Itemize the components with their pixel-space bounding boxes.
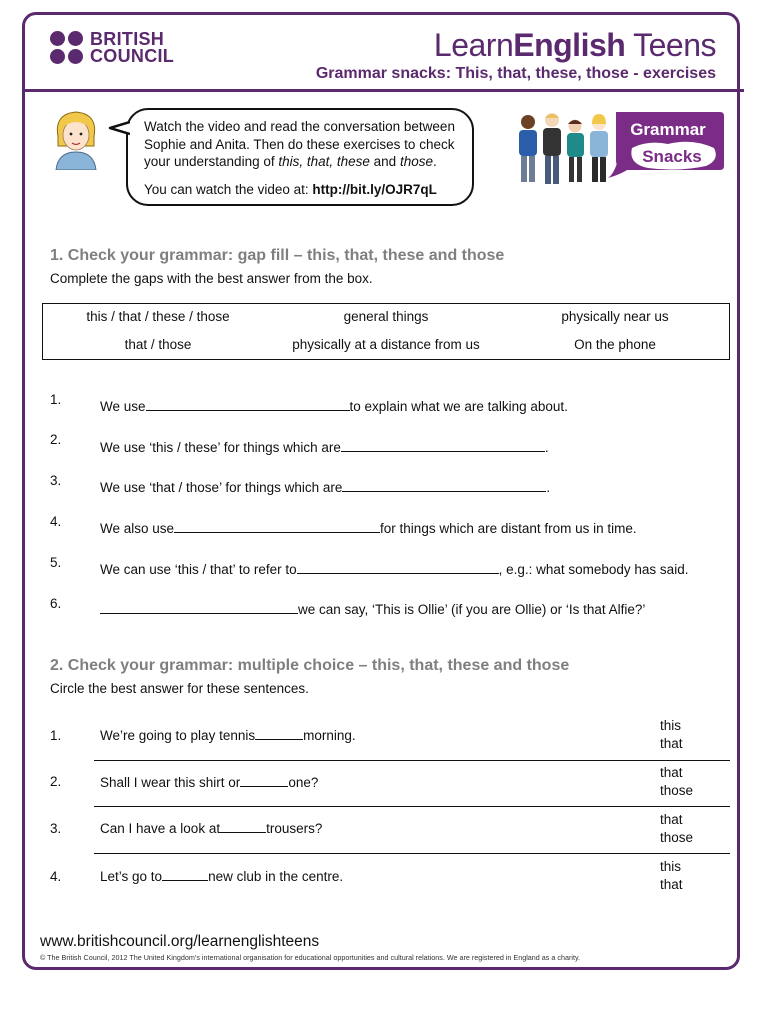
question-number: 6. xyxy=(50,596,62,611)
box-cell: this / that / these / those xyxy=(86,309,230,324)
mc-options xyxy=(660,764,693,800)
box-cell: physically near us xyxy=(561,309,669,324)
grammar-snacks-logo xyxy=(508,108,726,194)
mc-option[interactable]: that xyxy=(660,812,683,827)
gapfill-question: We can use ‘this / that’ to refer to , e.g.: what somebody has said. xyxy=(100,562,689,577)
question-number: 1. xyxy=(50,728,62,743)
answer-blank[interactable] xyxy=(220,820,266,833)
mc-question: We’re going to play tennis morning. xyxy=(100,728,356,743)
page-subtitle: Grammar snacks: This, that, these, those - exercises xyxy=(315,65,716,82)
intro-text: Watch the video and read the conversation between Sophie and Anita. Then do these exercises to check your understanding of this, that, these and those. You can watch the video at: http://bit.ly/OJR7qL xyxy=(144,119,455,197)
answer-blank[interactable] xyxy=(255,727,303,740)
section1-title: 1. Check your grammar: gap fill – this, that, these and those xyxy=(50,247,505,264)
answer-blank[interactable] xyxy=(162,868,208,881)
grammar-snacks-badge xyxy=(608,112,724,178)
answer-blank[interactable] xyxy=(174,520,380,533)
box-cell: general things xyxy=(343,309,429,324)
row-divider xyxy=(94,760,730,761)
brand-title: LearnEnglish Teens xyxy=(433,27,716,63)
mc-option[interactable]: that xyxy=(660,736,683,751)
mc-options xyxy=(660,858,683,894)
question-number: 2. xyxy=(50,774,62,789)
teens-illustration-icon xyxy=(519,113,608,184)
answer-blank[interactable] xyxy=(342,479,546,492)
badge-line2: Snacks xyxy=(642,147,702,166)
mc-question: Shall I wear this shirt or one? xyxy=(100,775,319,790)
section1-instruction: Complete the gaps with the best answer from the box. xyxy=(50,271,373,286)
question-number: 4. xyxy=(50,514,62,529)
box-cell: physically at a distance from us xyxy=(292,337,480,352)
mc-options xyxy=(660,717,683,753)
mc-question: Let’s go to new club in the centre. xyxy=(100,869,344,884)
section2-title: 2. Check your grammar: multiple choice – this, that, these and those xyxy=(50,657,570,674)
logo-dots-icon xyxy=(50,31,84,65)
section2-instruction: Circle the best answer for these sentences. xyxy=(50,681,309,696)
question-number: 1. xyxy=(50,392,62,407)
mc-options xyxy=(660,811,693,847)
answer-blank[interactable] xyxy=(146,398,350,411)
gapfill-question: We use ‘that / those’ for things which are . xyxy=(100,480,551,495)
row-divider xyxy=(94,806,730,807)
org-name-line1: BRITISH xyxy=(90,29,165,49)
mc-option[interactable]: that xyxy=(660,765,683,780)
question-number: 4. xyxy=(50,869,62,884)
mc-option[interactable]: that xyxy=(660,877,683,892)
row-divider xyxy=(94,853,730,854)
mc-option[interactable]: this xyxy=(660,859,682,874)
box-cell: On the phone xyxy=(574,337,656,352)
footer-fine-print: © The British Council, 2012 The United Kingdom’s international organisation for educational opportunities and cultural relations. We are registered in England as a charity. xyxy=(40,953,581,962)
video-link[interactable]: http://bit.ly/OJR7qL xyxy=(312,181,437,197)
question-number: 3. xyxy=(50,473,62,488)
gapfill-question: we can say, ‘This is Ollie’ (if you are Ollie) or ‘Is that Alfie?’ xyxy=(100,601,645,617)
gapfill-question: We also use for things which are distant from us in time. xyxy=(100,521,637,536)
gapfill-question: We use to explain what we are talking about. xyxy=(100,399,568,414)
mc-option[interactable]: those xyxy=(660,783,694,798)
org-name-line2: COUNCIL xyxy=(90,46,175,66)
question-number: 3. xyxy=(50,821,62,836)
footer-url[interactable]: www.britishcouncil.org/learnenglishteens xyxy=(40,933,320,950)
question-number: 2. xyxy=(50,432,62,447)
answer-blank[interactable] xyxy=(341,439,545,452)
british-council-logo xyxy=(50,31,174,65)
answer-blank[interactable] xyxy=(240,774,288,787)
bubble-tail-icon xyxy=(108,120,130,136)
mc-option[interactable]: those xyxy=(660,830,694,845)
mc-question: Can I have a look at trousers? xyxy=(100,821,323,836)
answer-blank[interactable] xyxy=(297,561,499,574)
badge-line1: Grammar xyxy=(630,120,706,139)
mc-option[interactable]: this xyxy=(660,718,682,733)
gapfill-question: We use ‘this / these’ for things which are . xyxy=(100,440,549,455)
header-divider xyxy=(22,89,744,92)
question-number: 5. xyxy=(50,555,62,570)
sophie-avatar-icon xyxy=(48,106,104,170)
answer-blank[interactable] xyxy=(100,601,298,614)
box-cell: that / those xyxy=(124,337,192,352)
